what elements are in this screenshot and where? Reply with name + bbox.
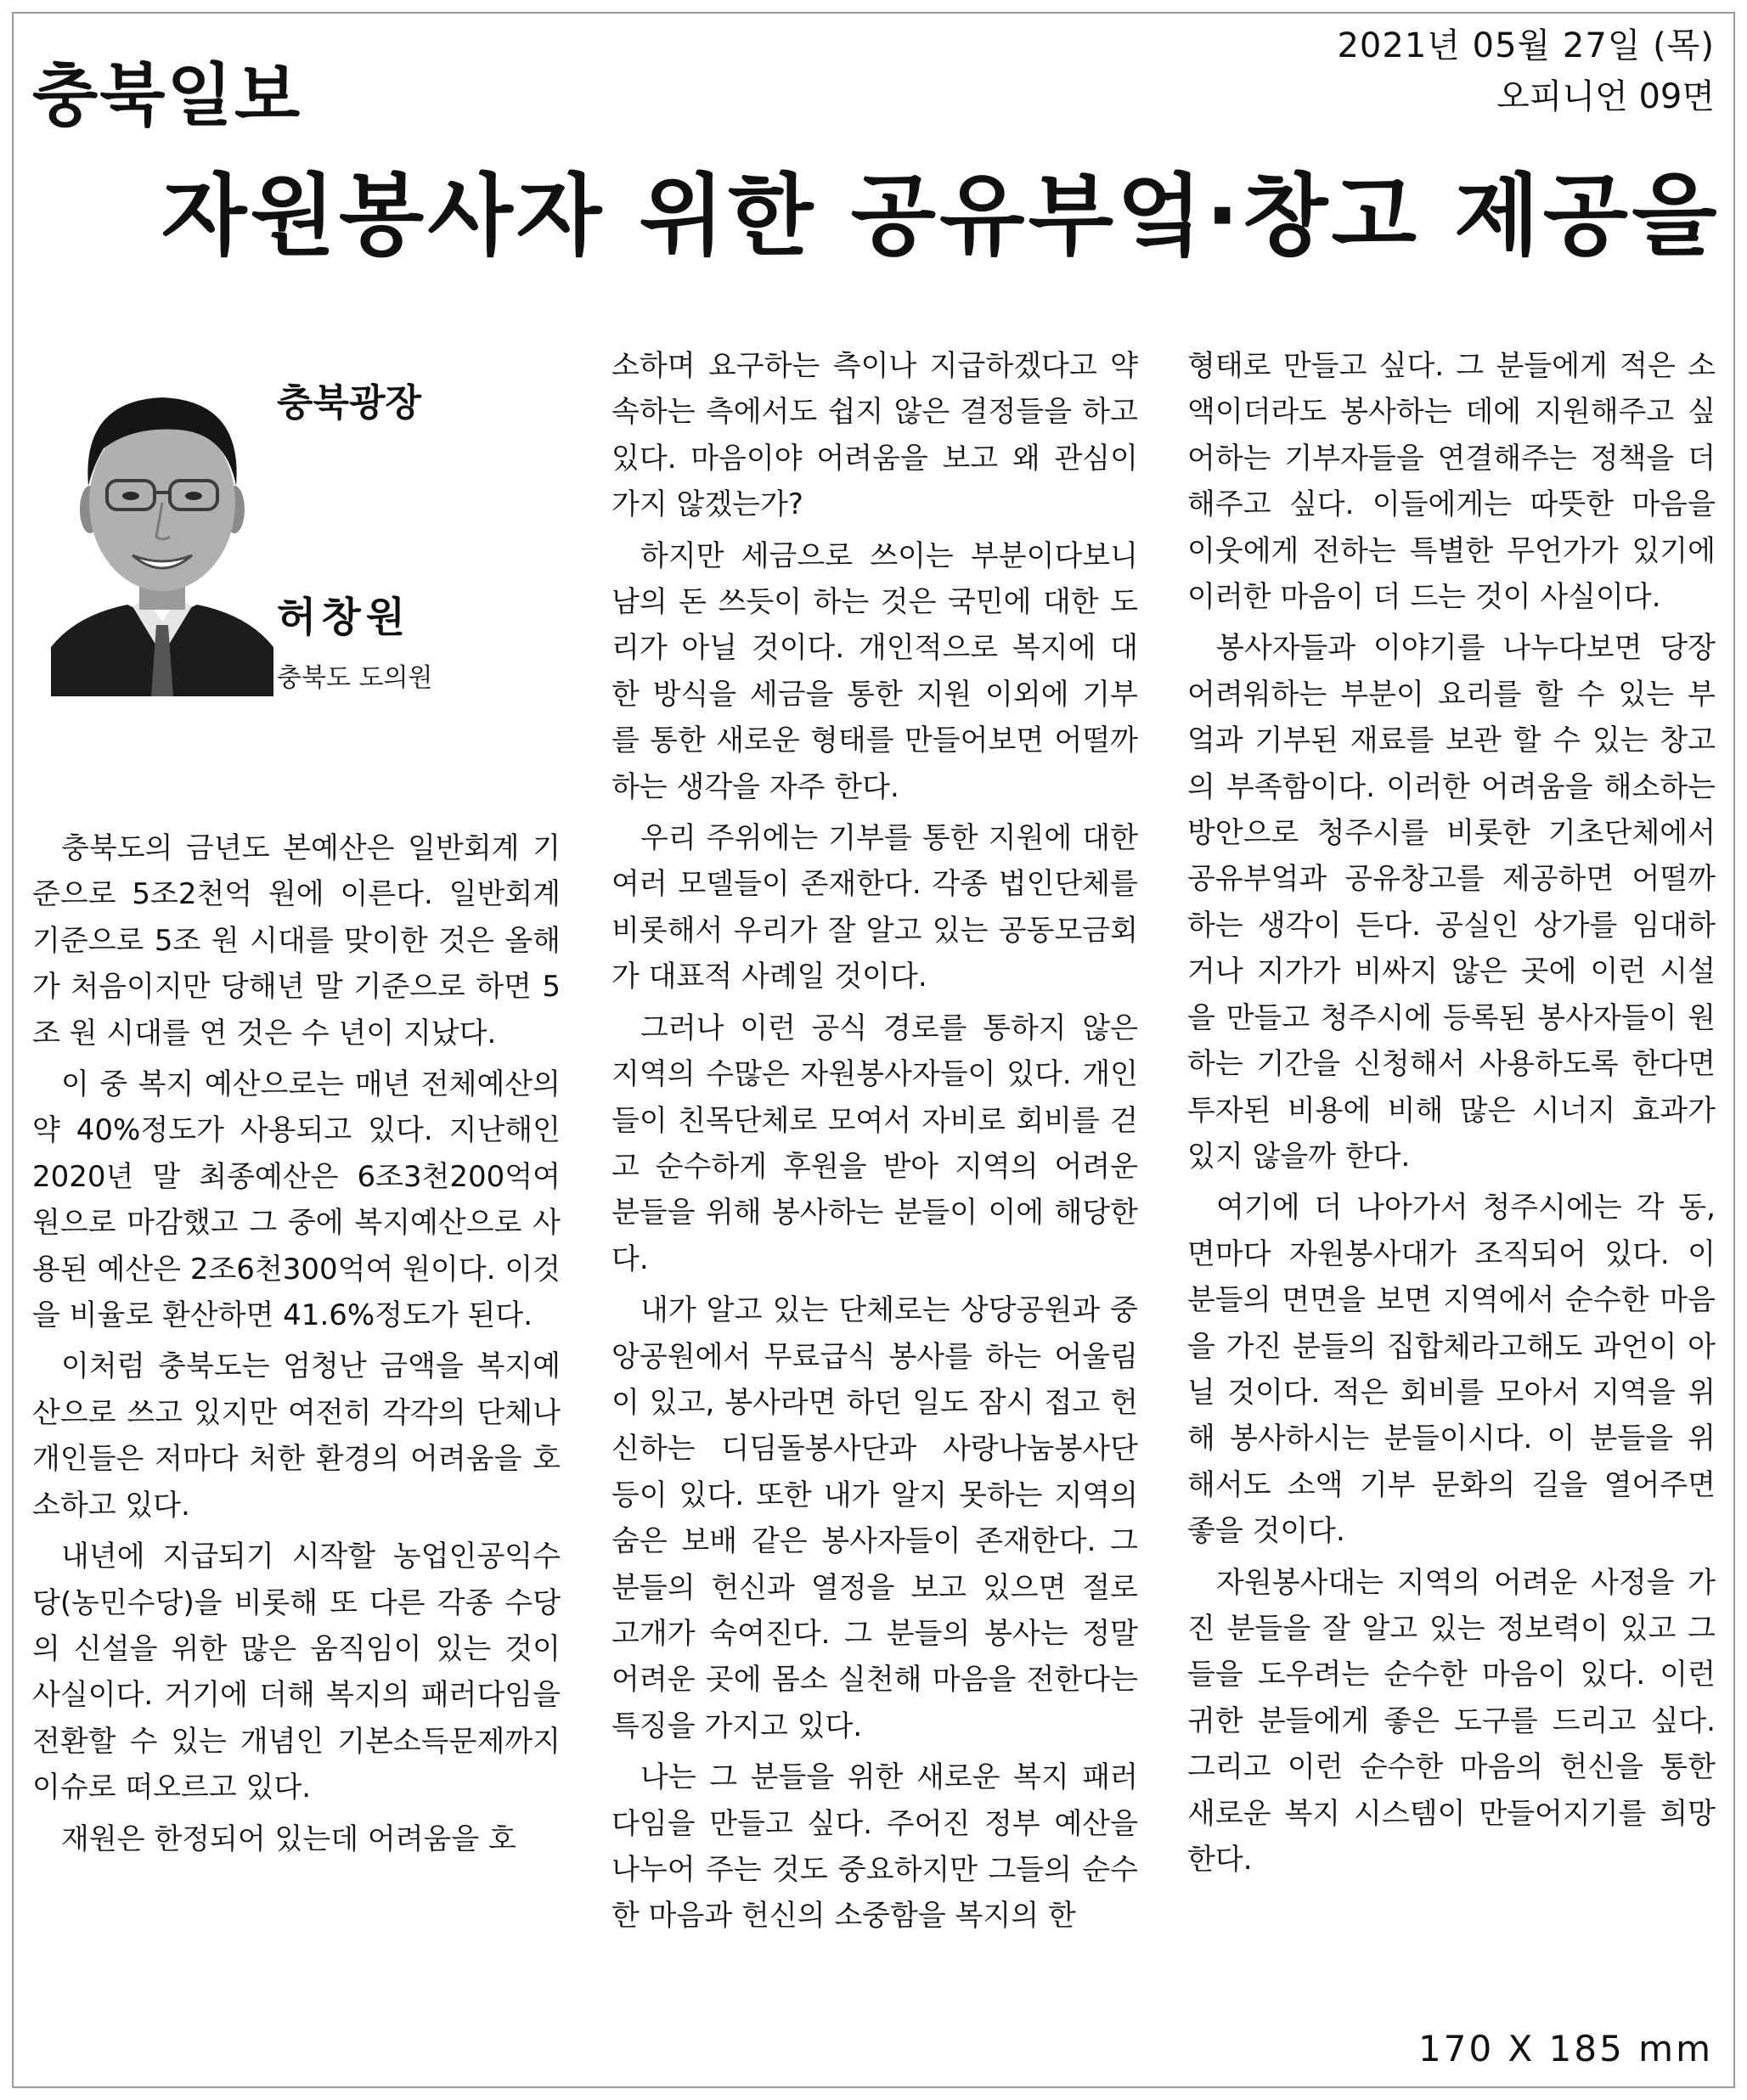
paragraph: 이처럼 충북도는 엄청난 금액을 복지예산으로 쓰고 있지만 여전히 각각의 단체나 개인들은 저마다 처한 환경의 어려움을 호소하고 있다.: [32, 1349, 561, 1523]
clipping-size: 170 X 185 mm: [1418, 2028, 1713, 2069]
section-page: 오피니언 09면: [1496, 77, 1715, 116]
paragraph: 소하며 요구하는 측이나 지급하겠다고 약속하는 측에서도 쉽지 않은 결정들을 하고 있다. 마음이야 어려움을 보고 왜 관심이 가지 않겠는가?: [611, 349, 1138, 522]
paragraph: 충북도의 금년도 본예산은 일반회계 기준으로 5조2천억 원에 이른다. 일반회계 기준으로 5조 원 시대를 맞이한 것은 올해가 처음이지만 당해년 말 기준으로 하면 5조 원 시대를 연 것은 수 년이 지났다.: [32, 831, 561, 1050]
article-column-3: [1187, 343, 1716, 1888]
paragraph: 나는 그 분들을 위한 새로운 복지 패러다임을 만들고 싶다. 주어진 정부 예산을 나누어 주는 것도 중요하지만 그들의 순수한 마음과 헌신의 소중함을 복지의 한: [611, 1760, 1138, 1934]
author-name: 허창원: [277, 594, 411, 641]
paragraph: 이 중 복지 예산으로는 매년 전체예산의 약 40%정도가 사용되고 있다. 지난해인 2020년 말 최종예산은 6조3천200억여 원으로 마감했고 그 중에 복지예산으로 사용된 예산은 2조6천300억여 원이다. 이것을 비율로 환산하면 41.6%정도가 된다.: [32, 1067, 561, 1333]
article-column-1: [32, 825, 561, 1867]
paragraph: 형태로 만들고 싶다. 그 분들에게 적은 소액이더라도 봉사하는 데에 지원해주고 싶어하는 기부자들을 연결해주는 정책을 더해주고 싶다. 이들에게는 따뜻한 마음을 이웃에게 전하는 특별한 무언가가 있기에 이러한 마음이 더 드는 것이 사실이다.: [1187, 349, 1716, 615]
paragraph: 여기에 더 나아가서 청주시에는 각 동, 면마다 자원봉사대가 조직되어 있다. 이 분들의 면면을 보면 지역에서 순수한 마음을 가진 분들의 집합체라고해도 과언이 아닐 것이다. 적은 회비를 모아서 지역을 위해 봉사하시는 분들이시다. 이 분들을 위해서도 소액 기부 문화의 길을 열어주면 좋을 것이다.: [1187, 1191, 1716, 1549]
publication-date: 2021년 05월 27일 (목): [1337, 26, 1715, 65]
paragraph: 자원봉사대는 지역의 어려운 사정을 가진 분들을 잘 알고 있는 정보력이 있고 그들을 도우려는 순수한 마음이 있다. 이런 귀한 분들에게 좋은 도구를 드리고 싶다. 그리고 이런 순수한 마음의 헌신을 통한 새로운 복지 시스템이 만들어지기를 희망한다.: [1187, 1565, 1716, 1877]
paragraph: 우리 주위에는 기부를 통한 지원에 대한 여러 모델들이 존재한다. 각종 법인단체를 비롯해서 우리가 잘 알고 있는 공동모금회가 대표적 사례일 것이다.: [611, 821, 1138, 994]
author-photo: [51, 367, 273, 696]
paragraph: 봉사자들과 이야기를 나누다보면 당장 어려워하는 부분이 요리를 할 수 있는 부엌과 기부된 재료를 보관 할 수 있는 창고의 부족함이다. 이러한 어려움을 해소하는 방안으로 청주시를 비롯한 기초단체에서 공유부엌과 공유창고를 제공하면 어떨까하는 생각이 든다. 공실인 상가를 임대하거나 지가가 비싸지 않은 곳에 이런 시설을 만들고 청주시에 등록된 봉사자들이 원하는 기간을 신청해서 사용하도록 한다면 투자된 비용에 비해 많은 시너지 효과가 있지 않을까 한다.: [1187, 631, 1716, 1174]
paragraph: 하지만 세금으로 쓰이는 부분이다보니 남의 돈 쓰듯이 하는 것은 국민에 대한 도리가 아닐 것이다. 개인적으로 복지에 대한 방식을 세금을 통한 지원 이외에 기부를 통한 새로운 형태를 만들어보면 어떨까하는 생각을 자주 한다.: [611, 538, 1138, 804]
author-title: 충북도 도의원: [277, 663, 433, 693]
article-column-2: [611, 343, 1138, 1945]
newspaper-logo: 충북일보: [32, 56, 302, 135]
paragraph: 그러나 이런 공식 경로를 통하지 않은 지역의 수많은 자원봉사자들이 있다. 개인들이 친목단체로 모여서 자비로 회비를 걷고 순수하게 후원을 받아 지역의 어려운 분들을 위해 봉사하는 분들이 이에 해당한다.: [611, 1011, 1138, 1276]
paragraph: 내가 알고 있는 단체로는 상당공원과 중앙공원에서 무료급식 봉사를 하는 어울림이 있고, 봉사라면 하던 일도 잠시 접고 헌신하는 디딤돌봉사단과 사랑나눔봉사단 등이 있다. 또한 내가 알지 못하는 지역의 숨은 보배 같은 봉사자들이 존재한다. 그 분들의 헌신과 열정을 보고 있으면 절로 고개가 숙여진다. 그 분들의 봉사는 정말 어려운 곳에 몸소 실천해 마음을 전한다는 특징을 가지고 있다.: [611, 1293, 1138, 1743]
column-label: 충북광장: [277, 381, 422, 425]
headline: 자원봉사자 위한 공유부엌·창고 제공을: [161, 164, 1721, 267]
paragraph: 내년에 지급되기 시작할 농업인공익수당(농민수당)을 비롯해 또 다른 각종 수당의 신설을 위한 많은 움직임이 있는 것이 사실이다. 거기에 더해 복지의 패러다임을 전환할 수 있는 개념인 기본소득문제까지 이슈로 떠오르고 있다.: [32, 1540, 561, 1805]
paragraph: 재원은 한정되어 있는데 어려움을 호: [61, 1821, 516, 1856]
